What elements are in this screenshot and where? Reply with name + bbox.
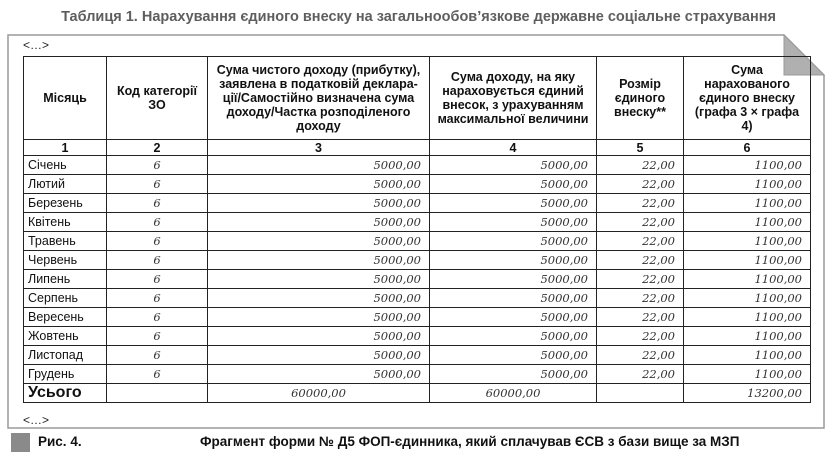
net-income-cell: 5000,00: [208, 327, 430, 346]
table-row: [24, 194, 811, 213]
category-code-cell: 6: [107, 194, 208, 213]
contribution-base-cell: 5000,00: [430, 308, 597, 327]
total-base: 60000,00: [430, 384, 597, 403]
table-row: [24, 365, 811, 384]
month-cell: Січень: [24, 156, 107, 175]
figure-marker-icon: [11, 433, 30, 452]
total-row: [24, 384, 811, 403]
header-category-code: Код категорії ЗО: [107, 57, 208, 140]
column-number: 5: [597, 140, 684, 156]
net-income-cell: 5000,00: [208, 156, 430, 175]
contribution-base-cell: 5000,00: [430, 156, 597, 175]
contribution-base-cell: 5000,00: [430, 365, 597, 384]
month-cell: Червень: [24, 251, 107, 270]
category-code-cell: 6: [107, 156, 208, 175]
category-code-cell: 6: [107, 365, 208, 384]
total-income: 60000,00: [208, 384, 430, 403]
table-row: [24, 213, 811, 232]
contribution-amount-cell: 1100,00: [684, 327, 811, 346]
contribution-base-cell: 5000,00: [430, 346, 597, 365]
month-cell: Грудень: [24, 365, 107, 384]
contribution-amount-cell: 1100,00: [684, 156, 811, 175]
table-row: [24, 289, 811, 308]
month-cell: Лютий: [24, 175, 107, 194]
contribution-rate-cell: 22,00: [597, 365, 684, 384]
month-cell: Травень: [24, 232, 107, 251]
net-income-cell: 5000,00: [208, 194, 430, 213]
contribution-rate-cell: 22,00: [597, 251, 684, 270]
contribution-base-cell: 5000,00: [430, 213, 597, 232]
total-amount: 13200,00: [684, 384, 811, 403]
header-contribution-rate: Розмір єдиного внеску**: [597, 57, 684, 140]
contribution-base-cell: 5000,00: [430, 251, 597, 270]
net-income-cell: 5000,00: [208, 308, 430, 327]
contribution-table: [23, 56, 811, 403]
column-number: 6: [684, 140, 811, 156]
table-title: Таблиця 1. Нарахування єдиного внеску на загальнообов’язкове державне соціальне страхування: [61, 9, 776, 25]
total-code: [107, 384, 208, 403]
contribution-amount-cell: 1100,00: [684, 232, 811, 251]
contribution-rate-cell: 22,00: [597, 346, 684, 365]
category-code-cell: 6: [107, 327, 208, 346]
contribution-rate-cell: 22,00: [597, 327, 684, 346]
net-income-cell: 5000,00: [208, 365, 430, 384]
month-cell: Жовтень: [24, 327, 107, 346]
contribution-amount-cell: 1100,00: [684, 270, 811, 289]
category-code-cell: 6: [107, 346, 208, 365]
month-cell: Вересень: [24, 308, 107, 327]
total-label: Усього: [24, 384, 107, 403]
contribution-amount-cell: 1100,00: [684, 289, 811, 308]
contribution-amount-cell: 1100,00: [684, 175, 811, 194]
table-row: [24, 251, 811, 270]
contribution-base-cell: 5000,00: [430, 175, 597, 194]
category-code-cell: 6: [107, 213, 208, 232]
net-income-cell: 5000,00: [208, 175, 430, 194]
contribution-rate-cell: 22,00: [597, 175, 684, 194]
net-income-cell: 5000,00: [208, 232, 430, 251]
net-income-cell: 5000,00: [208, 346, 430, 365]
category-code-cell: 6: [107, 232, 208, 251]
contribution-base-cell: 5000,00: [430, 194, 597, 213]
category-code-cell: 6: [107, 175, 208, 194]
header-net-income: Сума чистого доходу (прибутку), заявлена в податковій деклара-ції/Самостійно визначена сума доходу/Частка розподіленого доходу: [208, 57, 430, 140]
net-income-cell: 5000,00: [208, 270, 430, 289]
net-income-cell: 5000,00: [208, 289, 430, 308]
column-number: 4: [430, 140, 597, 156]
table-row: [24, 327, 811, 346]
contribution-base-cell: 5000,00: [430, 289, 597, 308]
contribution-rate-cell: 22,00: [597, 270, 684, 289]
month-cell: Серпень: [24, 289, 107, 308]
month-cell: Квітень: [24, 213, 107, 232]
contribution-amount-cell: 1100,00: [684, 194, 811, 213]
category-code-cell: 6: [107, 270, 208, 289]
table-row: [24, 308, 811, 327]
net-income-cell: 5000,00: [208, 213, 430, 232]
contribution-base-cell: 5000,00: [430, 232, 597, 251]
total-rate: [597, 384, 684, 403]
header-contribution-amount: Сума нарахованого єдиного внеску (графа 3 × графа 4): [684, 57, 811, 140]
table-row: [24, 270, 811, 289]
table-row: [24, 175, 811, 194]
column-number: 2: [107, 140, 208, 156]
figure-caption: [8, 432, 837, 454]
month-cell: Березень: [24, 194, 107, 213]
contribution-rate-cell: 22,00: [597, 308, 684, 327]
contribution-rate-cell: 22,00: [597, 232, 684, 251]
header-contribution-base: Сума доходу, на яку нараховується єдиний внесок, з урахуванням максимальної величини: [430, 57, 597, 140]
figure-label: Рис. 4.: [38, 434, 82, 449]
contribution-amount-cell: 1100,00: [684, 308, 811, 327]
contribution-rate-cell: 22,00: [597, 213, 684, 232]
column-number: 3: [208, 140, 430, 156]
table-row: [24, 232, 811, 251]
ellipsis-bottom: <…>: [23, 413, 50, 427]
net-income-cell: 5000,00: [208, 251, 430, 270]
ellipsis-top: <…>: [23, 38, 50, 52]
month-cell: Липень: [24, 270, 107, 289]
table-row: [24, 156, 811, 175]
contribution-rate-cell: 22,00: [597, 156, 684, 175]
column-number: 1: [24, 140, 107, 156]
contribution-base-cell: 5000,00: [430, 270, 597, 289]
form-sheet: [7, 34, 825, 429]
contribution-amount-cell: 1100,00: [684, 365, 811, 384]
contribution-amount-cell: 1100,00: [684, 213, 811, 232]
contribution-rate-cell: 22,00: [597, 289, 684, 308]
contribution-amount-cell: 1100,00: [684, 251, 811, 270]
table-row: [24, 346, 811, 365]
caption-text: Фрагмент форми № Д5 ФОП-єдинника, який сплачував ЄСВ з бази вище за МЗП: [200, 434, 740, 449]
category-code-cell: 6: [107, 289, 208, 308]
header-month: Місяць: [24, 57, 107, 140]
month-cell: Листопад: [24, 346, 107, 365]
category-code-cell: 6: [107, 308, 208, 327]
contribution-amount-cell: 1100,00: [684, 346, 811, 365]
contribution-base-cell: 5000,00: [430, 327, 597, 346]
column-number-row: [24, 140, 811, 156]
contribution-rate-cell: 22,00: [597, 194, 684, 213]
category-code-cell: 6: [107, 251, 208, 270]
